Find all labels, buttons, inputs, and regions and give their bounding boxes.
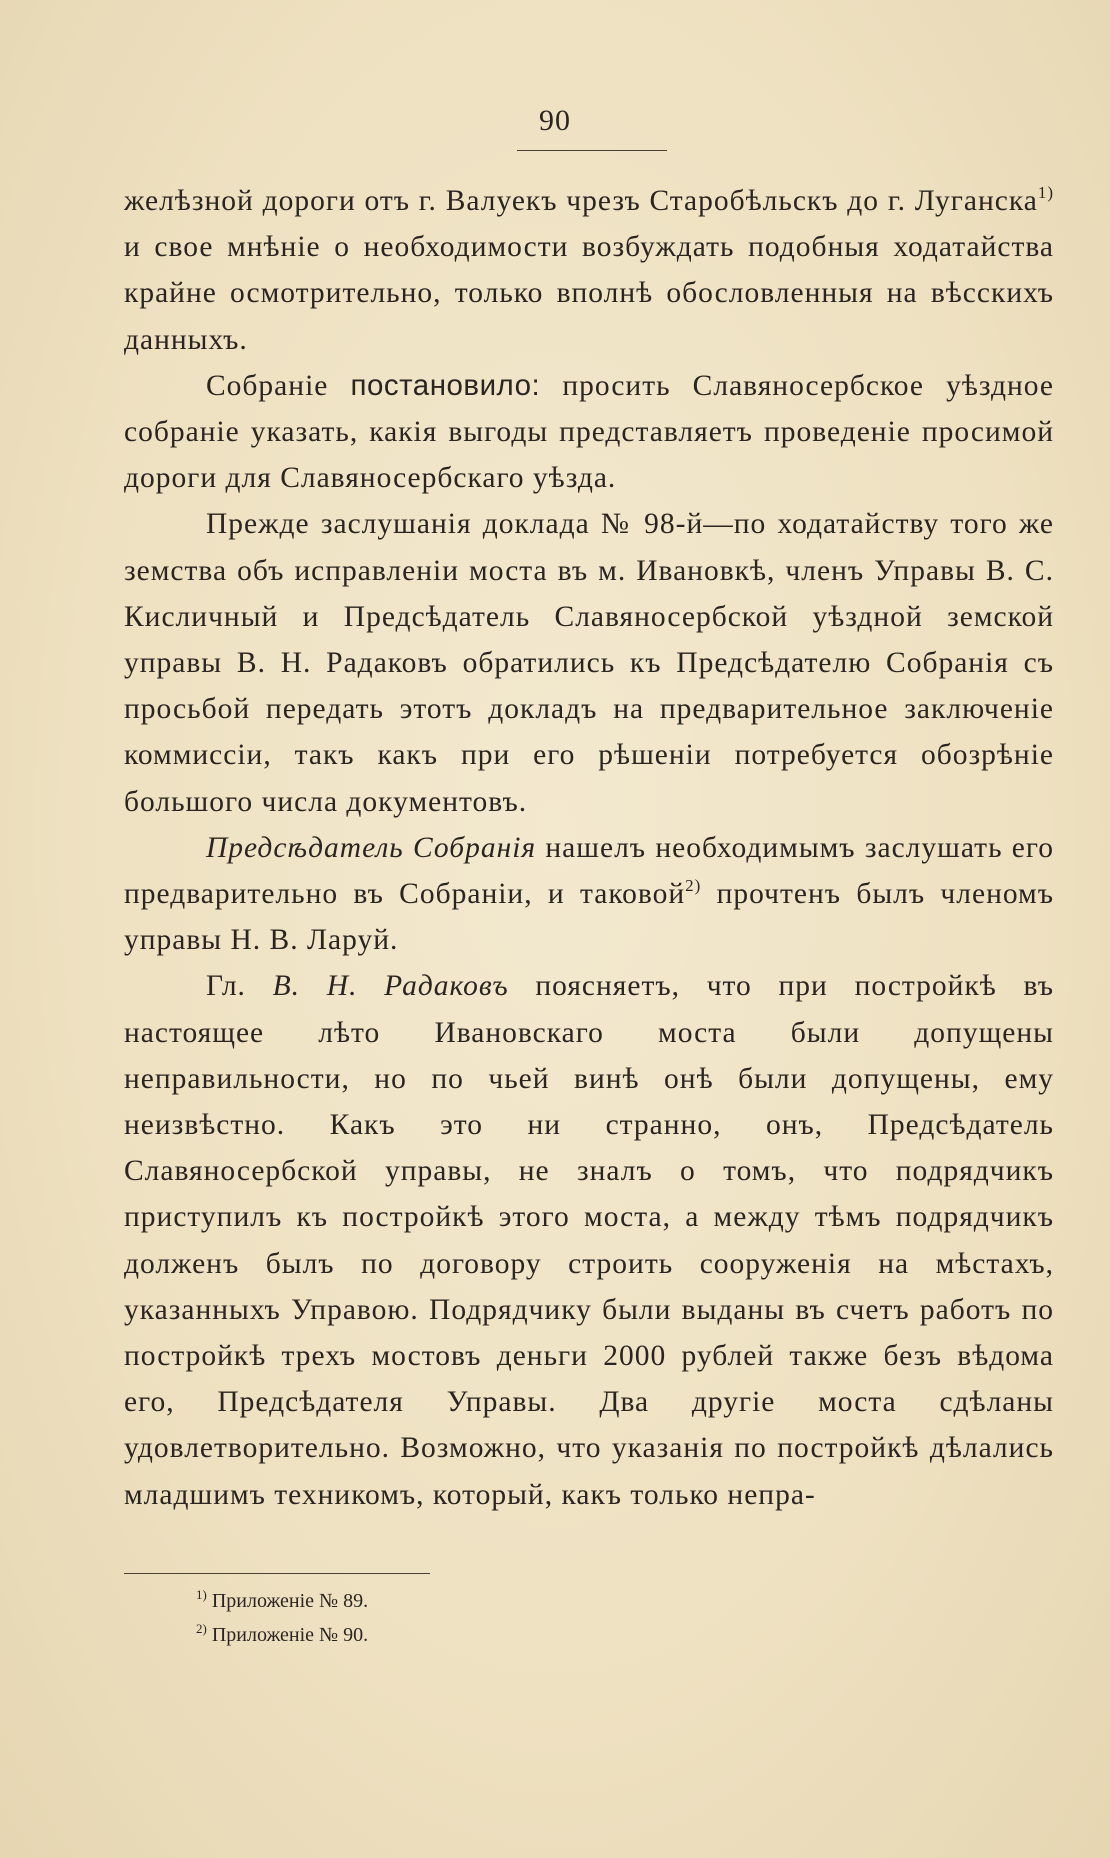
footnote-rule <box>124 1573 430 1574</box>
footnote-ref: 1) <box>1037 183 1054 202</box>
text-run: и свое мнѣніе о необходимости возбуждать подобныя ходатайства крайне осмотрительно, только вполнѣ обословленныя на вѣсскихъ данныхъ. <box>124 231 1054 356</box>
header-rule <box>517 150 667 151</box>
paragraph-5 <box>124 963 1054 1517</box>
footnote-mark: 2) <box>196 1621 207 1636</box>
page-number: 90 <box>539 104 571 137</box>
footnote-text: Приложеніе № 90. <box>206 1624 369 1646</box>
footnote-1 <box>196 1584 368 1618</box>
italic-text: Предсѣдатель Собранія <box>206 831 537 864</box>
text-run: Собраніе <box>206 369 351 402</box>
paragraph-2 <box>124 363 1054 502</box>
paragraph-1 <box>124 178 1054 363</box>
text-run: прочтенъ былъ членомъ управы Н. В. Ларуй. <box>124 878 1054 957</box>
footnotes <box>196 1584 368 1652</box>
italic-text: В. Н. Радаковъ <box>272 970 509 1003</box>
footnote-text: Приложеніе № 89. <box>206 1590 369 1612</box>
text-run: нашелъ необходимымъ заслушать его предварительно въ Собраніи, и таковой <box>124 831 1055 911</box>
text-run: Гл. <box>206 970 273 1003</box>
body-text <box>124 178 1054 1518</box>
footnote-2 <box>196 1618 368 1652</box>
paragraph-3 <box>124 501 1054 824</box>
text-run: просить Славяносербское уѣздное собраніе указать, какія выгоды представляетъ проведеніе просимой дороги для Славяносербскаго уѣзда. <box>124 369 1054 495</box>
text-run: поясняетъ, что при постройкѣ въ настоящее лѣто Ивановскаго моста были допущены неправильности, но по чьей винѣ онѣ были допущены, ему неизвѣстно. Какъ это ни странно, онъ, Предсѣдатель Славяносербской управы, не зналъ о томъ, что подрядчикъ приступилъ къ постройкѣ этого моста, а между тѣмъ подрядчикъ долженъ былъ по договору строить сооруженія на мѣстахъ, указанныхъ Управою. Подрядчику были выданы въ счетъ работъ по постройкѣ трехъ мостовъ деньги 2000 рублей также безъ вѣдома его, Предсѣдателя Управы. Два другіе моста сдѣланы удовлетворительно. Возможно, что указанія по постройкѣ дѣлались младшимъ техникомъ, который, какъ только непра- <box>124 970 1054 1511</box>
text-run: Прежде заслушанія доклада № 98-й—по ходатайству того же земства объ исправленіи моста въ м. Ивановкѣ, членъ Управы В. С. Кисличный и Предсѣдатель Славяносербской уѣздной земской управы В. Н. Радаковъ обратились къ Предсѣдателю Собранія съ просьбой передать этотъ докладъ на предварительное заключеніе коммиссіи, такъ какъ при его рѣшеніи потребуется обозрѣніе большого числа документовъ. <box>124 508 1054 818</box>
emphasis-text: постановило: <box>350 368 541 402</box>
paragraph-4 <box>124 825 1054 964</box>
text-run: желѣзной дороги отъ г. Валуекъ чрезъ Старобѣльскъ до г. Луганска <box>124 185 1038 217</box>
footnote-mark: 1) <box>196 1587 207 1602</box>
footnote-ref: 2) <box>685 876 702 896</box>
